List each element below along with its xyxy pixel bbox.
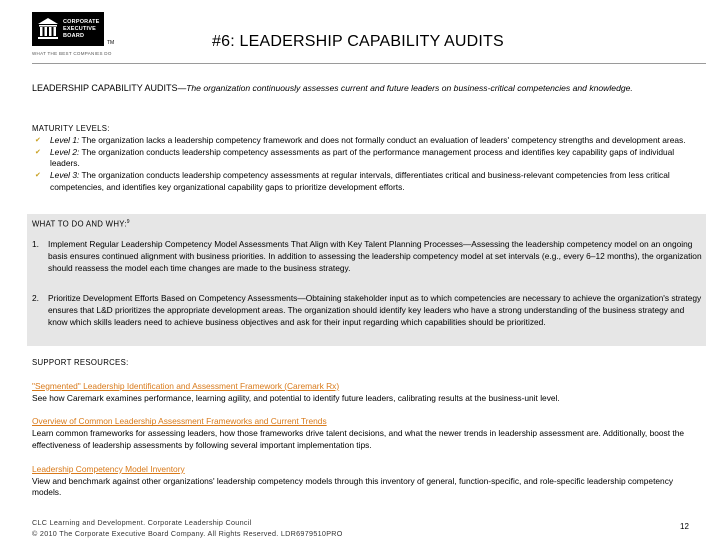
intro-definition — [32, 82, 702, 95]
level-label: Level 3: — [50, 170, 80, 181]
support-resources-section — [32, 357, 702, 499]
footer-copyright: © 2010 The Corporate Executive Board Company. All Rights Reserved. LDR6979510PRO — [32, 529, 343, 538]
check-bullet-icon: ✔ — [35, 148, 41, 156]
resource-link-competency-inventory[interactable]: Leadership Competency Model Inventory — [32, 463, 185, 474]
resource-link-caremark[interactable]: "Segmented" Leadership Identification and Assessment Framework (Caremark Rx) — [32, 380, 340, 391]
logo-tagline: WHAT THE BEST COMPANIES DO — [32, 51, 112, 56]
resource-item-3 — [32, 464, 702, 499]
header-divider — [32, 63, 706, 64]
intro-definition-text: —The organization continuously assesses current and future leaders on business-critical competencies and knowledge. — [177, 83, 633, 93]
level-text: The organization lacks a leadership competency framework and does not formally conduct an evaluation of leaders' competency strengths and development areas. — [79, 134, 686, 145]
level-text: The organization conducts leadership competency assessments at regular intervals, differentiates critical and business-relevant competencies from less critical competencies, and identifies key organizational capability gaps to prioritize development efforts. — [50, 170, 670, 192]
maturity-level-2 — [32, 147, 706, 171]
check-bullet-icon: ✔ — [35, 136, 41, 144]
company-logo — [32, 12, 104, 46]
maturity-level-3 — [32, 170, 706, 194]
level-label: Level 1: — [50, 134, 80, 145]
maturity-list — [32, 135, 706, 194]
maturity-heading: MATURITY LEVELS: — [32, 124, 110, 133]
maturity-level-1 — [32, 135, 706, 147]
resource-link-frameworks-overview[interactable]: Overview of Common Leadership Assessment Frameworks and Current Trends — [32, 416, 327, 427]
level-label: Level 2: — [50, 146, 80, 157]
intro-term: LEADERSHIP CAPABILITY AUDITS — [32, 83, 178, 93]
footnote-marker: 9 — [126, 219, 130, 225]
item-text: Prioritize Development Efforts Based on Competency Assessments—Obtaining stakeholder input as to which competencies are necessary to achieve the organization's strategy ensures that L&D prioritizes the appropriate development areas. The organization should identify key leaders who have a strong understanding of the business strategy and know which skills leaders need to achieve business objectives and ask for their input regarding which capabilities should be prioritized. — [48, 293, 702, 327]
resource-item-2 — [32, 416, 702, 451]
resource-description: Learn common frameworks for assessing leaders, how those frameworks drive talent decisions, and what the newer trends in leadership assessment are. Additionally, boost the effectiveness of leadership assessments by following several important implementation tips. — [32, 428, 685, 450]
check-bullet-icon: ✔ — [35, 172, 41, 180]
what-to-do-panel — [27, 214, 706, 346]
logo-wordmark: CORPORATE EXECUTIVE BOARD — [63, 18, 100, 39]
item-number: 1. — [32, 239, 39, 249]
page-number: 12 — [680, 522, 689, 531]
what-to-do-heading: WHAT TO DO AND WHY:$^9$ — [32, 219, 130, 229]
footer-line-1: CLC Learning and Development. Corporate Leadership Council — [32, 518, 252, 527]
todo-item-2 — [32, 292, 702, 328]
resource-description: View and benchmark against other organizations' leadership competency models through this inventory of general, function-specific, and role-specific leadership competency models. — [32, 475, 674, 498]
page-title: #6: LEADERSHIP CAPABILITY AUDITS — [212, 33, 504, 50]
resource-description: See how Caremark examines performance, learning agility, and potential to identify future leaders, calibrating results at the business-unit level. — [32, 392, 560, 403]
support-resources-heading: SUPPORT RESOURCES: — [32, 358, 129, 367]
building-icon — [37, 17, 59, 41]
trademark-mark: TM — [107, 40, 115, 46]
level-text: The organization conducts leadership competency assessments as part of the performance management process and identifies key capability gaps of individual leaders. — [50, 146, 675, 169]
todo-item-1 — [32, 238, 702, 274]
maturity-levels-section — [32, 123, 706, 194]
page-footer — [32, 517, 343, 539]
resource-item-1 — [32, 381, 702, 405]
item-number: 2. — [32, 293, 39, 303]
item-text: Implement Regular Leadership Competency Model Assessments That Align with Key Talent Planning Processes—Assessing the leadership competency model on an ongoing basis ensures continued alignment with business priorities. In addition to assessing the leadership competency model at set intervals (e.g., every 6–12 months), the organization should reassess the model each time changes are made to the business strategy. — [48, 239, 702, 273]
